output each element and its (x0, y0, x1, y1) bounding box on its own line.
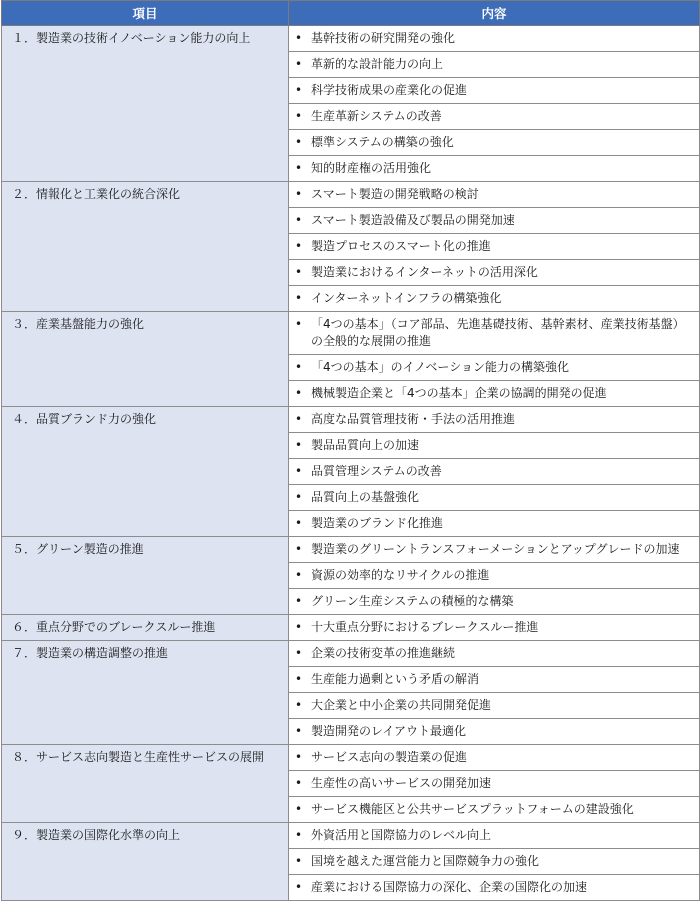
content-cell (289, 459, 700, 485)
bullet-icon: • (295, 386, 303, 400)
item-label: １．製造業の技術イノベーション能力の向上 (12, 31, 251, 45)
content-text: 製造業におけるインターネットの活用深化 (311, 265, 538, 279)
content-text: 知的財産権の活用強化 (311, 161, 432, 175)
content-text: 「4つの基本」のイノベーション能力の構築強化 (311, 360, 569, 374)
content-text: 基幹技術の研究開発の強化 (311, 31, 456, 45)
item-cell (2, 615, 289, 641)
content-text: 製造プロセスのスマート化の推進 (311, 239, 491, 253)
content-cell (289, 537, 700, 563)
bullet-icon: • (295, 438, 303, 452)
bullet-icon: • (295, 854, 303, 868)
bullet-icon: • (295, 750, 303, 764)
content-text: 生産革新システムの改善 (311, 109, 442, 123)
item-cell (2, 407, 289, 537)
bullet-icon: • (295, 213, 303, 227)
item-cell (2, 745, 289, 823)
bullet-icon: • (295, 516, 303, 530)
content-text: 製造業のブランド化推進 (311, 516, 444, 530)
content-cell (289, 641, 700, 667)
content-cell (289, 208, 700, 234)
content-cell (289, 589, 700, 615)
content-cell (289, 104, 700, 130)
bullet-icon: • (295, 83, 303, 97)
content-cell (289, 52, 700, 78)
content-cell (289, 234, 700, 260)
content-cell (289, 312, 700, 355)
content-cell (289, 130, 700, 156)
header-item: 項目 (2, 1, 289, 26)
item-label: ５．グリーン製造の推進 (12, 542, 144, 556)
bullet-icon: • (295, 776, 303, 790)
item-label: ２．情報化と工業化の統合深化 (12, 187, 181, 201)
item-label: ９．製造業の国際化水準の向上 (12, 828, 181, 842)
content-cell (289, 745, 700, 771)
bullet-icon: • (295, 239, 303, 253)
content-text: 大企業と中小企業の共同開発促進 (311, 698, 492, 712)
table-row (2, 823, 700, 849)
bullet-icon: • (295, 57, 303, 71)
content-cell (289, 511, 700, 537)
bullet-icon: • (295, 594, 303, 608)
bullet-icon: • (295, 360, 303, 374)
content-cell (289, 260, 700, 286)
content-text: 製造業のグリーントランスフォーメーションとアップグレードの加速 (311, 542, 680, 556)
content-cell (289, 849, 700, 875)
content-text: 科学技術成果の産業化の促進 (311, 83, 468, 97)
content-text: グリーン生産システムの積極的な構築 (311, 594, 514, 608)
bullet-icon: • (295, 490, 303, 504)
content-cell (289, 797, 700, 823)
content-text: サービス機能区と公共サービスプラットフォームの建設強化 (311, 802, 634, 816)
content-cell (289, 407, 700, 433)
bullet-icon: • (295, 542, 303, 556)
content-text: 標準システムの構築の強化 (311, 135, 454, 149)
content-text: 機械製造企業と「4つの基本」企業の協調的開発の促進 (311, 386, 607, 400)
bullet-icon: • (295, 291, 303, 305)
content-text: 国境を越えた運営能力と国際競争力の強化 (311, 854, 540, 868)
content-text: サービス志向の製造業の促進 (311, 750, 468, 764)
content-cell (289, 615, 700, 641)
content-cell (289, 719, 700, 745)
content-text: 資源の効率的なリサイクルの推進 (311, 568, 490, 582)
bullet-icon: • (295, 317, 303, 331)
header-row (2, 1, 700, 26)
content-text: 「4つの基本」（コア部品、先進基礎技術、基幹素材、産業技術基盤）の全般的な展開の推進 (311, 317, 685, 348)
content-cell (289, 182, 700, 208)
bullet-icon: • (295, 620, 303, 634)
bullet-icon: • (295, 135, 303, 149)
content-text: 生産能力過剰という矛盾の解消 (311, 672, 480, 686)
table-row (2, 312, 700, 355)
bullet-icon: • (295, 187, 303, 201)
table-row (2, 182, 700, 208)
content-text: 製品品質向上の加速 (311, 438, 420, 452)
item-label: ７．製造業の構造調整の推進 (12, 646, 169, 660)
content-text: 十大重点分野におけるブレークスルー推進 (311, 620, 539, 634)
item-label: ８．サービス志向製造と生産性サービスの展開 (12, 750, 265, 764)
table-row (2, 615, 700, 641)
table-row (2, 26, 700, 52)
bullet-icon: • (295, 880, 303, 894)
content-cell (289, 563, 700, 589)
content-text: 革新的な設計能力の向上 (311, 57, 444, 71)
table-row (2, 407, 700, 433)
item-label: ６．重点分野でのブレークスルー推進 (12, 620, 216, 634)
bullet-icon: • (295, 724, 303, 738)
bullet-icon: • (295, 31, 303, 45)
content-text: 品質管理システムの改善 (311, 464, 442, 478)
content-text: 製造開発のレイアウト最適化 (311, 724, 467, 738)
table-row (2, 537, 700, 563)
item-label: ３．産業基盤能力の強化 (12, 317, 145, 331)
content-text: スマート製造設備及び製品の開発加速 (311, 213, 515, 227)
policy-table (1, 0, 700, 901)
content-cell (289, 667, 700, 693)
item-cell (2, 26, 289, 182)
item-cell (2, 312, 289, 407)
content-text: 産業における国際協力の深化、企業の国際化の加速 (311, 880, 588, 894)
content-cell (289, 771, 700, 797)
item-cell (2, 537, 289, 615)
bullet-icon: • (295, 265, 303, 279)
content-cell (289, 693, 700, 719)
content-cell (289, 78, 700, 104)
content-text: インターネットインフラの構築強化 (311, 291, 502, 305)
bullet-icon: • (295, 161, 303, 175)
bullet-icon: • (295, 646, 303, 660)
content-cell (289, 156, 700, 182)
item-cell (2, 182, 289, 312)
bullet-icon: • (295, 672, 303, 686)
content-text: 外資活用と国際協力のレベル向上 (311, 828, 492, 842)
content-cell (289, 26, 700, 52)
table-row (2, 641, 700, 667)
content-text: スマート製造の開発戦略の検討 (311, 187, 479, 201)
item-cell (2, 641, 289, 745)
content-cell (289, 381, 700, 407)
content-text: 生産性の高いサービスの開発加速 (311, 776, 492, 790)
content-text: 企業の技術変革の推進継続 (311, 646, 456, 660)
item-label: ４．品質ブランド力の強化 (12, 412, 157, 426)
content-text: 高度な品質管理技術・手法の活用推進 (311, 412, 516, 426)
bullet-icon: • (295, 109, 303, 123)
header-content: 内容 (289, 1, 700, 26)
content-cell (289, 433, 700, 459)
bullet-icon: • (295, 464, 303, 478)
content-text: 品質向上の基盤強化 (311, 490, 420, 504)
bullet-icon: • (295, 412, 303, 426)
table-row (2, 745, 700, 771)
content-cell (289, 286, 700, 312)
content-cell (289, 485, 700, 511)
item-cell (2, 823, 289, 901)
bullet-icon: • (295, 698, 303, 712)
content-cell (289, 823, 700, 849)
bullet-icon: • (295, 802, 303, 816)
content-cell (289, 355, 700, 381)
bullet-icon: • (295, 568, 303, 582)
bullet-icon: • (295, 828, 303, 842)
